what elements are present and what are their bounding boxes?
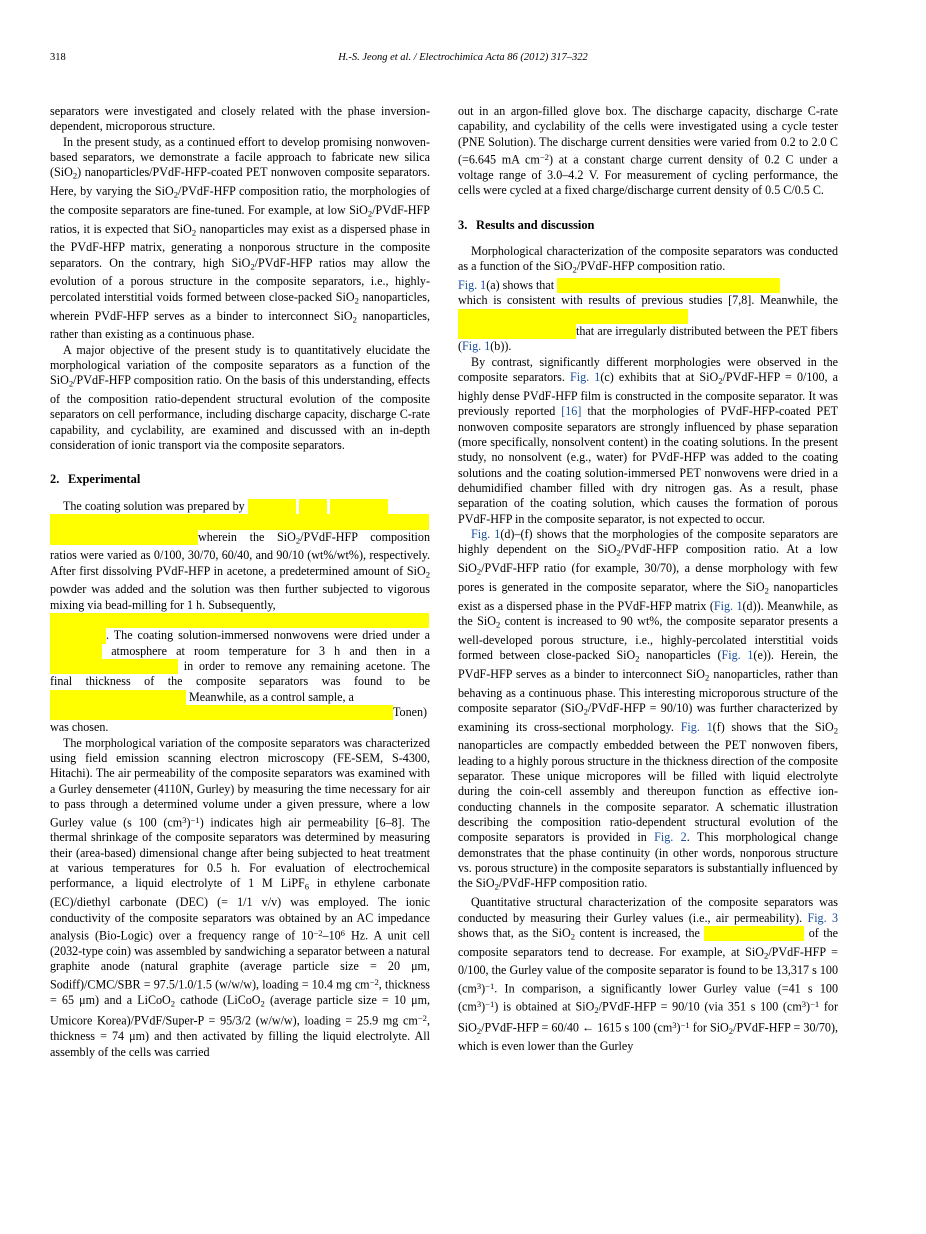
redaction-highlight [50, 530, 198, 545]
subscript-2: 2 [833, 725, 838, 736]
paragraph-coating-solution: The coating solution was prepared by wherein the SiO$_2$/PVdF-HFP composition ratios were varied as 0/100, 30/70, 60/40, and 90/10 (wt%/wt%), respectively. After first dissolving PVdF-HFP in acetone, a predetermined amount of SiO$_2$ powder was added and the solution was then further subjected to vigorous mixing via bead-milling for 1 h. Subsequently, . The coating solution-immersed nonwovens were dried under a atmosphere at room temperature for 3 h and then in a in order to remove any remaining acetone. The final thickness of the composite separators was found to be Meanwhile, as a control sample, a Tonen) was chosen. [50, 498, 430, 735]
subscript-2: 2 [570, 931, 576, 942]
paragraph-objective: A major objective of the present study is to quantitatively elucidate the morphological variation of the composite separators as a function of the SiO$_2$/PVdF-HFP composition ratio. On the basis of this understanding, effects of the composition ratio-dependent structural evolution of the composite separators on cell performance, including discharge capacity, discharge C-rate capability, and cyclability, are examined and discussed with an in-depth consideration of ionic transport via the composite separators. [50, 342, 430, 453]
paragraph-characterization: The morphological variation of the composite separators was characterized using field emission scanning electron microscopy (FE-SEM, S-4300, Hitachi). The air permeability of the composite separators was examined with a Gurley densemeter (4110N, Gurley) by measuring the time necessary for air to pass through a determined volume under a given pressure, where a low Gurley value (s 100 $(cm^3)^{-1}$) indicates high air permeability [6–8]. The thermal shrinkage of the composite separators was determined by measuring their (area-based) dimensional change after being subjected to heat treatment at various temperatures for 0.5 h. For evaluation of electrochemical performance, a liquid electrolyte of 1 M LiPF$_6$ in ethylene carbonate (EC)/diethyl carbonate (DEC) (= 1/1 v/v) was employed. The ionic conductivity of the composite separators was obtained by an AC impedance analysis (Bio-Logic) over a frequency range of $10^{-2}-10^6$ Hz. A unit cell (2032-type coin) was assembled by sandwiching a separator between a natural graphite anode (natural graphite (average particle size = 20 μm, Sodiff)/CMC/SBR = 97.5/1.0/1.5 (w/w/w), loading = 10.4 mg $cm^{-2}$, thickness = 65 μm) and a LiCoO$_2$ cathode (LiCoO$_2$ (average particle size = 10 μm, Umicore Korea)/PVdF/Super-P = 95/3/2 (w/w/w), loading = 25.9 mg $cm^{-2}$, thickness = 74 μm) and then activated by filling the liquid electrolyte. All assembly of the cells was carried [50, 735, 431, 1059]
section-number: 3. [458, 217, 468, 232]
paragraph-continued: separators were investigated and closely related with the phase inversion-dependent, microporous structure. [50, 104, 430, 134]
paragraph-composition-dependence: Fig. 1(d)–(f) shows that the morphologies of the composite separators are highly dependent on the SiO$_2$/PVdF-HFP composition ratio. At a low SiO$_2$/PVdF-HFP ratio (for example, 30/70), a dense morphology with few pores is generated in the composite separator, where the SiO$_2$ nanoparticles exist as a dispersed phase in the PVdF-HFP matrix (Fig. 1(d)). Meanwhile, as the SiO$_2$ content is increased to 90 wt%, the composite separator presents a well-developed porous structure, i.e., highly-percolated interstitial voids formed between close-packed SiO$_2$ nanoparticles (Fig. 1(e)). Herein, the PVdF-HFP serves as a binder to interconnect SiO$_2$ nanoparticles, rather than behaving as a continuous phase. This interesting microporous structure of the composite separator (SiO$_2$/PVdF-HFP = 90/10) was further characterized by examining its cross-sectional morphology. Fig. 1(f) shows that the SiO$_2$ nanoparticles are compactly embedded between the PET nonwoven fibers, leading to a highly porous structure in the thickness direction of the composite separator. These unique micropores will be filled with liquid electrolyte during the coin-cell assembly and thereupon function as effective ion-conducting channels in the composite separator. A schematic illustration describing the composition ratio-dependent structural evolution of the composite separators is provided in Fig. 2. This morphological change demonstrates that the phase continuity (in other words, nonporous structure vs. porous structure) in the composite separators is substantially influenced by the SiO$_2$/PVdF-HFP composition ratio. [458, 527, 839, 892]
subscript-2: 2 [476, 566, 482, 577]
redaction-highlight [704, 926, 804, 941]
page-number: 318 [50, 52, 66, 63]
figure-reference-link[interactable]: Fig. 1 [680, 719, 713, 734]
subscript-2: 2 [494, 881, 499, 892]
redaction-highlight [299, 499, 327, 514]
superscript-minus1: −1 [190, 814, 200, 825]
subscript-2: 2 [635, 653, 640, 664]
superscript-3: 3 [476, 980, 482, 991]
subscript-2: 2 [68, 378, 74, 389]
subscript-2: 2 [705, 672, 710, 683]
redaction-highlight [50, 514, 429, 529]
paragraph-contrast-morphologies: By contrast, significantly different morphologies were observed in the composite separators. Fig. 1(c) exhibits that at SiO$_2$/PVdF-HFP = 0/100, a highly dense PVdF-HFP film is constructed in the composite separator. It was previously reported [16] that the morphologies of PVdF-HFP-coated PET nonwoven composite separators are strongly influenced by phase separation (more specifically, nonsolvent content) in the coating solutions. In the present study, no nonsolvent (e.g., water) for PVdF-HFP was added to the coating solutions and the coating solution-immersed PET nonwovens were dried in a dehumidified chamber filled with dry nitrogen gas. As a result, phase separation of the coating solution, which causes the formation of porous PVdF-HFP in the composite separator, is not expected to occur. [458, 354, 839, 526]
subscript-6: 6 [304, 881, 310, 892]
redaction-highlight [458, 324, 576, 339]
subscript-2: 2 [764, 585, 769, 596]
running-head [50, 52, 876, 82]
subscript-2: 2 [616, 547, 621, 558]
figure-reference-link[interactable]: Fig. 3 [807, 910, 838, 925]
citation-link[interactable]: [16] [561, 404, 582, 419]
superscript-minus2: −2 [313, 927, 323, 938]
paragraph-present-study: In the present study, as a continued effort to develop promising nonwoven-based separators, we demonstrate a facile approach to fabricate new silica (SiO$_2$) nanoparticles/PVdF-HFP-coated PET nonwoven composite separators. Here, by varying the SiO$_2$/PVdF-HFP composition ratio, the morphologies of the composite separators are fine-tuned. For example, at low SiO$_2$/PVdF-HFP ratios, it is expected that SiO$_2$ nanoparticles may exist as a dispersed phase in the PVdF-HFP matrix, generating a nonporous structure in the composite separators. On the contrary, high SiO$_2$/PVdF-HFP ratios may allow the evolution of a porous structure in the composite separators, i.e., highly-percolated interstitial voids formed between close-packed SiO$_2$ nanoparticles, wherein PVdF-HFP serves as a binder to interconnect SiO$_2$ nanoparticles, rather than existing as a continuous phase. [50, 134, 430, 342]
superscript-3: 3 [476, 998, 482, 1009]
superscript-minus2: −2 [417, 1013, 427, 1024]
subscript-2: 2 [728, 1026, 734, 1037]
redaction-highlight [50, 613, 429, 628]
superscript-minus1: −1 [680, 1020, 690, 1031]
superscript-6: 6 [340, 927, 345, 938]
figure-reference-link[interactable]: Fig. 1 [713, 598, 743, 613]
figure-reference-link[interactable]: Fig. 1 [721, 648, 754, 663]
redaction-highlight [50, 659, 178, 674]
subscript-2: 2 [495, 619, 501, 630]
section-title: Results and discussion [476, 217, 595, 232]
redaction-highlight [50, 628, 106, 643]
redaction-highlight [50, 690, 186, 705]
subscript-2: 2 [191, 227, 197, 238]
superscript-minus1: −1 [485, 980, 495, 991]
section-heading-results [458, 218, 838, 233]
two-column-body [50, 104, 876, 1060]
superscript-minus1: −1 [485, 998, 495, 1009]
left-column [50, 104, 430, 1060]
superscript-minus2: −2 [539, 152, 549, 163]
figure-reference-link[interactable]: Fig. 1 [471, 527, 501, 542]
subscript-2: 2 [476, 1026, 482, 1037]
superscript-3: 3 [801, 998, 807, 1009]
section-heading-experimental [50, 472, 430, 487]
paragraph-morphological-characterization: Morphological characterization of the composite separators was conducted as a function of the SiO$_2$/PVdF-HFP composition ratio. Fig. 1(a) shows that which is consistent with results of previous studies [7,8]. Meanwhile, the that are irregularly distributed between the PET fibers (Fig. 1(b)). [458, 244, 838, 354]
superscript-3: 3 [182, 814, 187, 825]
superscript-3: 3 [672, 1020, 677, 1031]
subscript-2: 2 [72, 170, 78, 181]
right-column [458, 104, 838, 1060]
subscript-2: 2 [367, 208, 373, 219]
subscript-2: 2 [250, 261, 255, 272]
subscript-2: 2 [173, 189, 179, 200]
journal-citation: H.-S. Jeong et al. / Electrochimica Acta 86 (2012) 317–322 [338, 52, 588, 63]
subscript-2: 2 [354, 295, 359, 306]
superscript-minus2: −2 [369, 976, 379, 987]
subscript-2: 2 [260, 997, 265, 1008]
subscript-2: 2 [170, 997, 176, 1008]
section-title: Experimental [68, 472, 141, 487]
redaction-highlight [50, 644, 102, 659]
figure-reference-link[interactable]: Fig. 1 [458, 278, 487, 293]
superscript-minus1: −1 [810, 998, 820, 1009]
subscript-2: 2 [352, 313, 357, 324]
subscript-2: 2 [594, 1004, 599, 1015]
figure-reference-link[interactable]: Fig. 2 [654, 830, 687, 845]
paragraph-gurley-values: Quantitative structural characterization of the composite separators was conducted by measuring their Gurley values (i.e., air permeability). Fig. 3 shows that, as the SiO$_2$ content is increased, the of the composite separators tend to decrease. For example, at SiO$_2$/PVdF-HFP = 0/100, the Gurley value of the composite separator is found to be 13,317 s 100 $(cm^3)^{-1}$. In comparison, a significantly lower Gurley value (=41 s 100 $(cm^3)^{-1}$) is obtained at SiO$_2$/PVdF-HFP = 90/10 (via 351 s 100 $(cm^3)^{-1}$ for SiO$_2$/PVdF-HFP = 60/40 ← 1615 s 100 $(cm^3)^{-1}$ for SiO$_2$/PVdF-HFP = 30/70), which is even lower than the Gurley [458, 895, 839, 1054]
subscript-2: 2 [764, 950, 769, 961]
redaction-highlight [50, 705, 393, 720]
figure-reference-link[interactable]: Fig. 1 [570, 370, 601, 385]
redaction-highlight [330, 499, 388, 514]
paragraph-cell-testing: out in an argon-filled glove box. The discharge capacity, discharge C-rate capability, and cyclability of the cells were investigated using a cycle tester (PNE Solution). The discharge current densities were varied from 0.2 to 2.0 C (=6.645 mA $cm^{-2}$) at a constant charge current density of 0.2 C under a voltage range of 3.0–4.2 V. For measurement of cycling performance, the cells were cycled at a fixed charge/discharge current density of 0.5 C/0.5 C. [458, 104, 838, 198]
section-number: 2. [50, 472, 60, 487]
figure-reference-link[interactable]: Fig. 1 [462, 339, 491, 354]
redaction-highlight [248, 499, 296, 514]
subscript-2: 2 [718, 375, 723, 386]
subscript-2: 2 [295, 534, 301, 545]
subscript-2: 2 [425, 569, 430, 579]
redaction-highlight [458, 309, 688, 324]
subscript-2: 2 [572, 264, 577, 275]
subscript-2: 2 [583, 706, 588, 717]
redaction-highlight [557, 278, 780, 293]
